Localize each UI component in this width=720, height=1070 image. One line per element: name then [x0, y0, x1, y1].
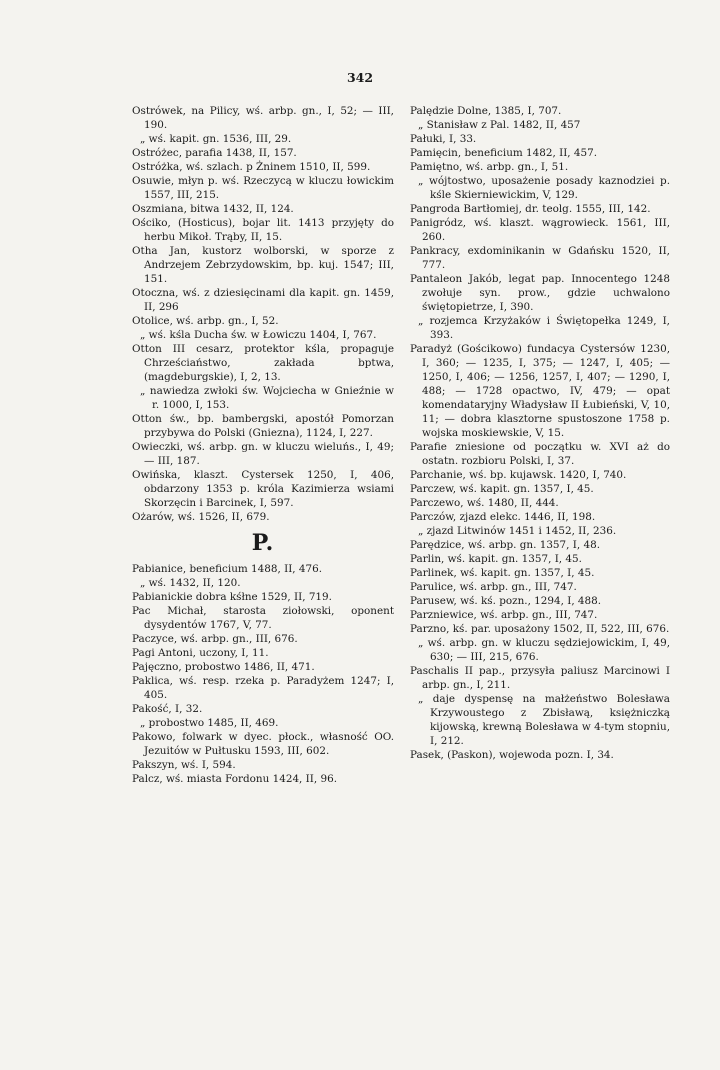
index-entry: Parzniewice, wś. arbp. gn., III, 747.	[410, 609, 598, 621]
index-entry: Ościko, (Hosticus), bojar lit. 1413 przyjęty do herbu Mikoł. Trąby, II, 15.	[132, 217, 398, 243]
index-entry: Parusew, wś. kś. pozn., 1294, I, 488.	[410, 595, 602, 607]
index-entry: Panigródz, wś. klaszt. wągrowieck. 1561, III, 260.	[410, 217, 674, 243]
index-entry: Ostróżka, wś. szlach. p Żninem 1510, II, 599.	[132, 161, 371, 173]
index-entry: „ wójtostwo, uposażenie posady kaznodziei p. kśle Skierniewickim, V, 129.	[418, 175, 674, 201]
index-entry: Paklica, wś. resp. rzeka p. Paradyżem 1247; I, 405.	[132, 675, 398, 701]
index-entry: Pabianickie dobra kśłne 1529, II, 719.	[132, 591, 332, 603]
index-entry: Oszmiana, bitwa 1432, II, 124.	[132, 203, 294, 215]
index-entry: Parulice, wś. arbp. gn., III, 747.	[410, 581, 577, 593]
index-entry: Otton św., bp. bambergski, apostół Pomorzan przybywa do Polski (Gniezna), 1124, I, 227.	[132, 413, 398, 439]
index-entry: Parzno, kś. par. uposażony 1502, II, 522, III, 676.	[410, 623, 670, 635]
left-entries-p	[132, 562, 398, 786]
index-entry: Parlin, wś. kapit. gn. 1357, I, 45.	[410, 553, 582, 565]
index-entry: Pamiętno, wś. arbp. gn., I, 51.	[410, 161, 569, 173]
index-entry: Otha Jan, kustorz wolborski, w sporze z Andrzejem Zebrzydowskim, bp. kuj. 1547; III, 151.	[132, 245, 398, 285]
index-entry: Pamięcin, beneficium 1482, II, 457.	[410, 147, 598, 159]
index-entry: Owińska, klaszt. Cystersek 1250, I, 406, obdarzony 1353 p. króla Kazimierza wsiami Skorzęcin i Barcinek, I, 597.	[132, 469, 398, 509]
index-entry: Ożarów, wś. 1526, II, 679.	[132, 511, 270, 523]
index-entry: Pagi Antoni, uczony, I, 11.	[132, 647, 269, 659]
index-entry: „ zjazd Litwinów 1451 i 1452, II, 236.	[418, 525, 617, 537]
index-entry: Pangroda Bartłomiej, dr. teolg. 1555, III, 142.	[410, 203, 651, 215]
index-entry: Pankracy, exdominikanin w Gdańsku 1520, II, 777.	[410, 245, 674, 271]
index-entry: Ostróżec, parafia 1438, II, 157.	[132, 147, 297, 159]
index-entry: Ostrówek, na Pilicy, wś. arbp. gn., I, 52; — III, 190.	[132, 105, 398, 131]
section-letter: P.	[251, 530, 275, 556]
index-entry: „ nawiedza zwłoki św. Wojciecha w Gnieźnie w r. 1000, I, 153.	[140, 385, 398, 411]
index-entry: Paczyce, wś. arbp. gn., III, 676.	[132, 633, 298, 645]
index-entry: „ wś. kśla Ducha św. w Łowiczu 1404, I, 767.	[140, 329, 377, 341]
index-entry: Pasek, (Paskon), wojewoda pozn. I, 34.	[410, 749, 614, 761]
index-entry: Parczew, wś. kapit. gn. 1357, I, 45.	[410, 483, 594, 495]
index-entry: Pajęczno, probostwo 1486, II, 471.	[132, 661, 315, 673]
index-entry: „ wś. kapit. gn. 1536, III, 29.	[140, 133, 292, 145]
index-entry: Osuwie, młyn p. wś. Rzeczycą w kluczu łowickim 1557, III, 215.	[132, 175, 398, 201]
index-entry: Palędzie Dolne, 1385, I, 707.	[410, 105, 562, 117]
index-entry: Parlinek, wś. kapit. gn. 1357, I, 45.	[410, 567, 595, 579]
index-entry: Pantaleon Jakób, legat pap. Innocentego 1248 zwołuje syn. prow., gdzie uchwalono świętopietrze, I, 390.	[410, 273, 674, 313]
index-entry: „ wś. 1432, II, 120.	[140, 577, 241, 589]
index-entry: Owieczki, wś. arbp. gn. w kluczu wieluńs., I, 49; — III, 187.	[132, 441, 398, 467]
index-entry: Parędzice, wś. arbp. gn. 1357, I, 48.	[410, 539, 600, 551]
index-entry: Paschalis II pap., przysyła paliusz Marcinowi I arbp. gn., I, 211.	[410, 665, 674, 691]
index-entry: „ daje dyspensę na małżeństwo Bolesława Krzywoustego z Zbisławą, księżniczką kijowską, krewną Bolesława w 4-tym stopniu, I, 212.	[418, 693, 674, 747]
index-entry: „ probostwo 1485, II, 469.	[140, 717, 279, 729]
index-entry: Paradyż (Gościkowo) fundacya Cystersów 1230, I, 360; — 1235, I, 375; — 1247, I, 405; — 1250, I, 406; — 1256, 1257, I, 407; — 1290, I, 488; — 1728 opactwo, IV, 479; — opat komendataryjny Władysław II Łubieński, V, 10, 11; — dobra klasztorne spustoszone 1758 p. wojska moskiewskie, V, 15.	[410, 343, 674, 439]
index-entry: „ wś. arbp. gn. w kluczu sędziejowickim, I, 49, 630; — III, 215, 676.	[418, 637, 674, 663]
index-entry: Pakowo, folwark w dyec. płock., własność OO. Jezuitów w Pułtusku 1593, III, 602.	[132, 731, 398, 757]
index-entry: Otoczna, wś. z dziesięcinami dla kapit. gn. 1459, II, 296	[132, 287, 398, 313]
index-entry: Pabianice, beneficium 1488, II, 476.	[132, 563, 323, 575]
index-entry: Parchanie, wś. bp. kujawsk. 1420, I, 740.	[410, 469, 627, 481]
index-entry: Otton III cesarz, protektor kśla, propaguje Chrześciaństwo, zakłada bptwa, (magdeburgskie), I, 2, 13.	[132, 343, 398, 383]
right-column	[410, 104, 674, 762]
page-number: 342	[346, 70, 374, 85]
index-entry: Palcz, wś. miasta Fordonu 1424, II, 96.	[132, 773, 337, 785]
index-entry: Pac Michał, starosta ziołowski, oponent dysydentów 1767, V, 77.	[132, 605, 398, 631]
left-entries-o	[132, 104, 398, 524]
index-entry: Pakość, I, 32.	[132, 703, 203, 715]
index-entry: „ rozjemca Krzyżaków i Świętopełka 1249, I, 393.	[418, 315, 674, 341]
index-entry: Pałuki, I, 33.	[410, 133, 477, 145]
left-column	[132, 104, 398, 786]
index-entry: Pakszyn, wś. I, 594.	[132, 759, 236, 771]
index-entry: Parczów, zjazd elekc. 1446, II, 198.	[410, 511, 596, 523]
index-entry: Parczewo, wś. 1480, II, 444.	[410, 497, 559, 509]
index-entry: „ Stanisław z Pal. 1482, II, 457	[418, 119, 581, 131]
index-entry: Parafie zniesione od początku w. XVI aż do ostatn. rozbioru Polski, I, 37.	[410, 441, 674, 467]
index-entry: Otolice, wś. arbp. gn., I, 52.	[132, 315, 279, 327]
